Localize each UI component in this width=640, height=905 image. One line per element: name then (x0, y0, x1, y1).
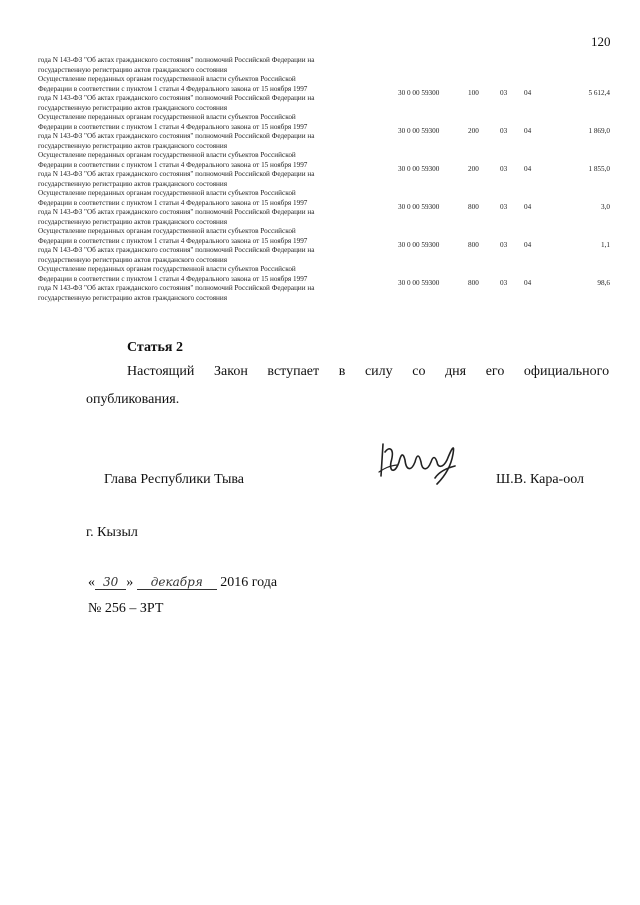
row-vr: 200 (468, 165, 479, 174)
description-line: Федерации в соответствии с пунктом 1 статьи 4 Федерального закона от 15 ноября 1997 (38, 84, 308, 93)
row-csr: 30 0 00 59300 (398, 89, 440, 98)
row-csr: 30 0 00 59300 (398, 203, 440, 212)
row-rz: 03 (500, 203, 508, 212)
row-csr: 30 0 00 59300 (398, 127, 440, 136)
paragraph-word: дня (445, 364, 467, 379)
row-description (38, 189, 392, 227)
row-sum: 3,0 (601, 203, 610, 212)
row-vr: 800 (468, 203, 479, 212)
row-csr: 30 0 00 59300 (398, 165, 440, 174)
row-csr: 30 0 00 59300 (398, 241, 440, 250)
table-row-continuation (38, 56, 610, 75)
description-line: года N 143-ФЗ "Об актах гражданского состояния" полномочий Российской Федерации на (38, 132, 315, 140)
description-line: государственную регистрацию актов гражданского состояния (38, 141, 228, 150)
description-line: государственную регистрацию актов гражданского состояния (38, 65, 228, 74)
article-heading: Статья 2 (127, 340, 183, 355)
description-line: года N 143-ФЗ "Об актах гражданского состояния" полномочий Российской Федерации на (38, 284, 315, 292)
paragraph-word: его (485, 364, 505, 379)
row-rz: 03 (500, 241, 508, 250)
budget-table (38, 56, 610, 303)
row-pr: 04 (524, 89, 532, 98)
row-description (38, 75, 392, 113)
description-line: года N 143-ФЗ "Об актах гражданского состояния" полномочий Российской Федерации на (38, 246, 315, 254)
date-day: 30 (95, 575, 126, 590)
page-number: 120 (591, 34, 611, 49)
city: г. Кызыл (86, 525, 138, 540)
table-row (38, 227, 610, 265)
description-line: государственную регистрацию актов гражданского состояния (38, 255, 228, 264)
row-rz: 03 (500, 89, 508, 98)
signature-image (375, 432, 465, 492)
table-row (38, 151, 610, 189)
row-sum: 98,6 (597, 279, 610, 288)
table-row (38, 189, 610, 227)
row-pr: 04 (524, 127, 532, 136)
description-line: года N 143-ФЗ "Об актах гражданского состояния" полномочий Российской Федерации на (38, 208, 315, 216)
row-sum: 5 612,4 (588, 89, 610, 98)
date-year: 2016 года (220, 575, 278, 590)
table-row (38, 113, 610, 151)
paragraph-word: силу (364, 364, 393, 379)
paragraph-word: со (412, 364, 426, 379)
row-csr: 30 0 00 59300 (398, 279, 440, 288)
date-close-quote: » (126, 575, 134, 590)
head-title: Глава Республики Тыва (104, 472, 245, 487)
row-pr: 04 (524, 279, 532, 288)
description-line: года N 143-ФЗ "Об актах гражданского состояния" полномочий Российской Федерации на (38, 56, 315, 64)
paragraph-line-1 (127, 364, 609, 380)
description-line: Осуществление переданных органам государственной власти субъектов Российской (38, 189, 296, 197)
description-line: Федерации в соответствии с пунктом 1 статьи 4 Федерального закона от 15 ноября 1997 (38, 274, 308, 283)
description-line: государственную регистрацию актов гражданского состояния (38, 293, 228, 302)
description-line: года N 143-ФЗ "Об актах гражданского состояния" полномочий Российской Федерации на (38, 170, 315, 178)
description-line: Федерации в соответствии с пунктом 1 статьи 4 Федерального закона от 15 ноября 1997 (38, 236, 308, 245)
description-line: Осуществление переданных органам государственной власти субъектов Российской (38, 113, 296, 121)
paragraph-word: Закон (214, 364, 248, 379)
paragraph-word: в (338, 364, 346, 379)
description-line: Федерации в соответствии с пунктом 1 статьи 4 Федерального закона от 15 ноября 1997 (38, 198, 308, 207)
row-vr: 100 (468, 89, 479, 98)
description-line: Осуществление переданных органам государственной власти субъектов Российской (38, 227, 296, 235)
row-rz: 03 (500, 165, 508, 174)
row-description (38, 227, 392, 265)
row-description (38, 56, 392, 75)
description-line: Федерации в соответствии с пунктом 1 статьи 4 Федерального закона от 15 ноября 1997 (38, 160, 308, 169)
paragraph-word: Настоящий (127, 364, 195, 379)
row-description (38, 151, 392, 189)
table-row (38, 75, 610, 113)
date-month: декабря (137, 575, 217, 590)
row-description (38, 113, 392, 151)
description-line: государственную регистрацию актов гражданского состояния (38, 103, 228, 112)
row-sum: 1 869,0 (588, 127, 610, 136)
row-pr: 04 (524, 165, 532, 174)
row-sum: 1 855,0 (588, 165, 610, 174)
law-number: № 256 – ЗРТ (88, 601, 164, 616)
date-open-quote: « (88, 575, 95, 590)
description-line: государственную регистрацию актов гражданского состояния (38, 217, 228, 226)
row-sum: 1,1 (601, 241, 610, 250)
description-line: Осуществление переданных органам государственной власти субъектов Российской (38, 265, 296, 273)
table-row (38, 265, 610, 303)
head-name: Ш.В. Кара-оол (496, 472, 585, 487)
description-line: Осуществление переданных органам государственной власти субъектов Российской (38, 151, 296, 159)
date-line (88, 575, 277, 591)
row-pr: 04 (524, 203, 532, 212)
row-rz: 03 (500, 127, 508, 136)
row-rz: 03 (500, 279, 508, 288)
description-line: государственную регистрацию актов гражданского состояния (38, 179, 228, 188)
table-body (38, 56, 610, 303)
row-vr: 800 (468, 279, 479, 288)
paragraph-line-2: опубликования. (86, 392, 180, 407)
row-pr: 04 (524, 241, 532, 250)
row-vr: 800 (468, 241, 479, 250)
paragraph-word: вступает (267, 364, 320, 379)
row-vr: 200 (468, 127, 479, 136)
description-line: Федерации в соответствии с пунктом 1 статьи 4 Федерального закона от 15 ноября 1997 (38, 122, 308, 131)
description-line: Осуществление переданных органам государственной власти субъектов Российской (38, 75, 296, 83)
row-description (38, 265, 392, 303)
description-line: года N 143-ФЗ "Об актах гражданского состояния" полномочий Российской Федерации на (38, 94, 315, 102)
paragraph-word: официального (523, 364, 610, 379)
